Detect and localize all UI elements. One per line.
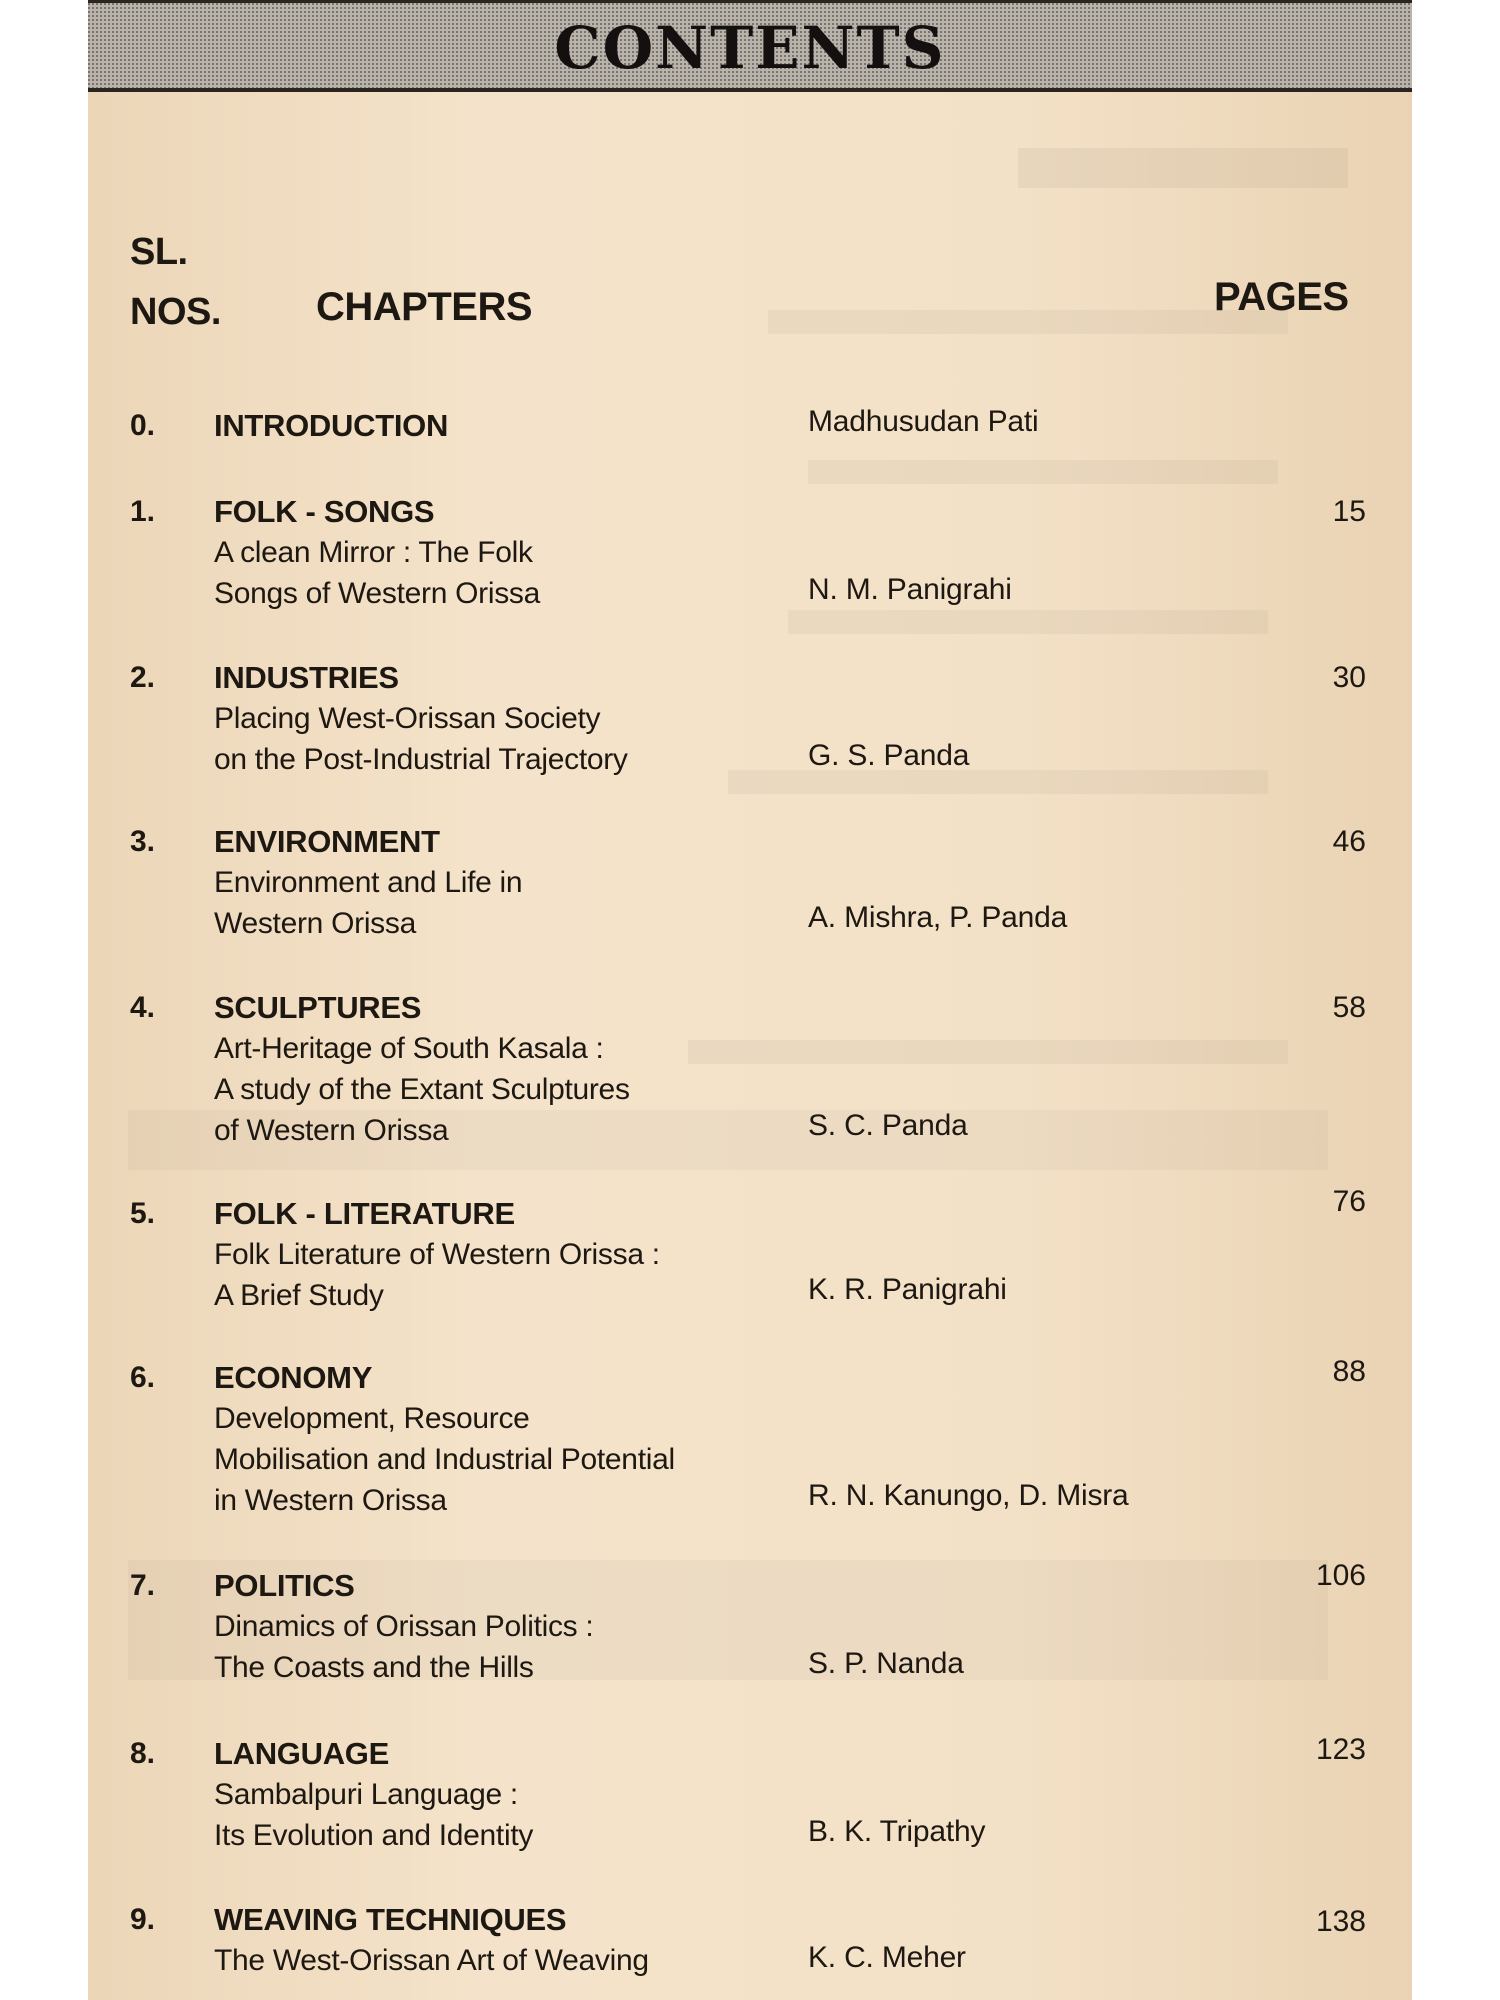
entry-category: ECONOMY (214, 1360, 373, 1395)
entry-subtitle (214, 1940, 649, 1981)
entry-number: 0. (130, 409, 156, 442)
nos-heading-line: NOS. (130, 291, 221, 333)
entry-author: K. R. Panigrahi (808, 1273, 1007, 1306)
bleed-through-mark (788, 610, 1268, 634)
entry-subtitle-line: The Coasts and the Hills (214, 1651, 534, 1684)
entry-subtitle-line: in Western Orissa (214, 1484, 447, 1517)
entry-subtitle-line: Mobilisation and Industrial Potential (214, 1443, 675, 1476)
entry-subtitle (214, 532, 540, 614)
entry-number: 8. (130, 1737, 156, 1770)
entry-subtitle-line: A Brief Study (214, 1279, 384, 1312)
entry-subtitle-line: Placing West-Orissan Society (214, 702, 601, 735)
entry-subtitle-line: Art-Heritage of South Kasala : (214, 1032, 604, 1065)
entry-author: A. Mishra, P. Panda (808, 901, 1068, 934)
entry-author: G. S. Panda (808, 739, 970, 772)
entry-subtitle-line: Development, Resource (214, 1402, 530, 1435)
entry-category: ENVIRONMENT (214, 824, 440, 859)
bleed-through-mark (808, 460, 1278, 484)
entry-author: K. C. Meher (808, 1941, 966, 1974)
entry-subtitle-line: on the Post-Industrial Trajectory (214, 743, 628, 776)
entry-subtitle-line: Folk Literature of Western Orissa : (214, 1238, 660, 1271)
entry-subtitle-line: Its Evolution and Identity (214, 1819, 534, 1852)
entry-author: R. N. Kanungo, D. Misra (808, 1479, 1129, 1512)
entry-subtitle (214, 1028, 630, 1151)
entry-number: 4. (130, 991, 156, 1024)
sl-heading-line: SL. (130, 231, 188, 273)
entry-subtitle (214, 1606, 593, 1688)
entry-category: POLITICS (214, 1568, 355, 1603)
entry-author: S. C. Panda (808, 1109, 968, 1142)
entry-category: WEAVING TECHNIQUES (214, 1902, 567, 1937)
entry-category: LANGUAGE (214, 1736, 389, 1771)
entry-number: 1. (130, 495, 156, 528)
entry-subtitle-line: Songs of Western Orissa (214, 577, 541, 610)
entry-subtitle (214, 862, 522, 944)
entry-page: 123 (1315, 1733, 1366, 1766)
entry-subtitle (214, 698, 628, 780)
bleed-through-mark (768, 310, 1288, 334)
chapters-heading: CHAPTERS (316, 285, 533, 329)
entry-page: 106 (1315, 1559, 1366, 1592)
entry-number: 6. (130, 1361, 156, 1394)
entry-category: SCULPTURES (214, 990, 422, 1025)
entry-subtitle (214, 1774, 533, 1856)
entry-number: 2. (130, 661, 156, 694)
bleed-through-mark (688, 1040, 1288, 1064)
entry-author: Madhusudan Pati (808, 405, 1039, 438)
entry-category: FOLK - SONGS (214, 494, 435, 529)
entry-page: 88 (1332, 1355, 1366, 1388)
entry-page: 30 (1332, 661, 1366, 694)
entry-number: 5. (130, 1197, 156, 1230)
entry-subtitle-line: Western Orissa (214, 907, 416, 940)
entry-author: S. P. Nanda (808, 1647, 964, 1680)
entry-author: N. M. Panigrahi (808, 573, 1012, 606)
entry-page: 46 (1332, 825, 1366, 858)
entry-subtitle-line: of Western Orissa (214, 1114, 449, 1147)
entry-category: INTRODUCTION (214, 408, 449, 443)
entry-page: 76 (1332, 1185, 1366, 1218)
entry-subtitle-line: A study of the Extant Sculptures (214, 1073, 630, 1106)
entry-subtitle-line: Environment and Life in (214, 866, 523, 899)
bleed-through-mark (1018, 148, 1348, 188)
sl-nos-heading (130, 222, 221, 342)
entry-subtitle-line: Sambalpuri Language : (214, 1778, 518, 1811)
page-title: CONTENTS (554, 14, 946, 82)
entry-subtitle (214, 1398, 675, 1521)
entry-page: 58 (1332, 991, 1366, 1024)
entry-subtitle-line: Dinamics of Orissan Politics : (214, 1610, 594, 1643)
entry-number: 3. (130, 825, 156, 858)
entry-number: 7. (130, 1569, 156, 1602)
entry-number: 9. (130, 1903, 156, 1936)
entry-subtitle-line: A clean Mirror : The Folk (214, 536, 533, 569)
entry-author: B. K. Tripathy (808, 1815, 986, 1848)
entry-subtitle (214, 1234, 660, 1316)
entry-subtitle-line: The West-Orissan Art of Weaving (214, 1944, 649, 1977)
entry-page: 138 (1315, 1905, 1366, 1938)
pages-heading: PAGES (1214, 275, 1349, 319)
entry-page: 15 (1332, 495, 1366, 528)
contents-page (88, 0, 1412, 2000)
header-band (88, 0, 1412, 92)
entry-category: FOLK - LITERATURE (214, 1196, 515, 1231)
entry-category: INDUSTRIES (214, 660, 399, 695)
